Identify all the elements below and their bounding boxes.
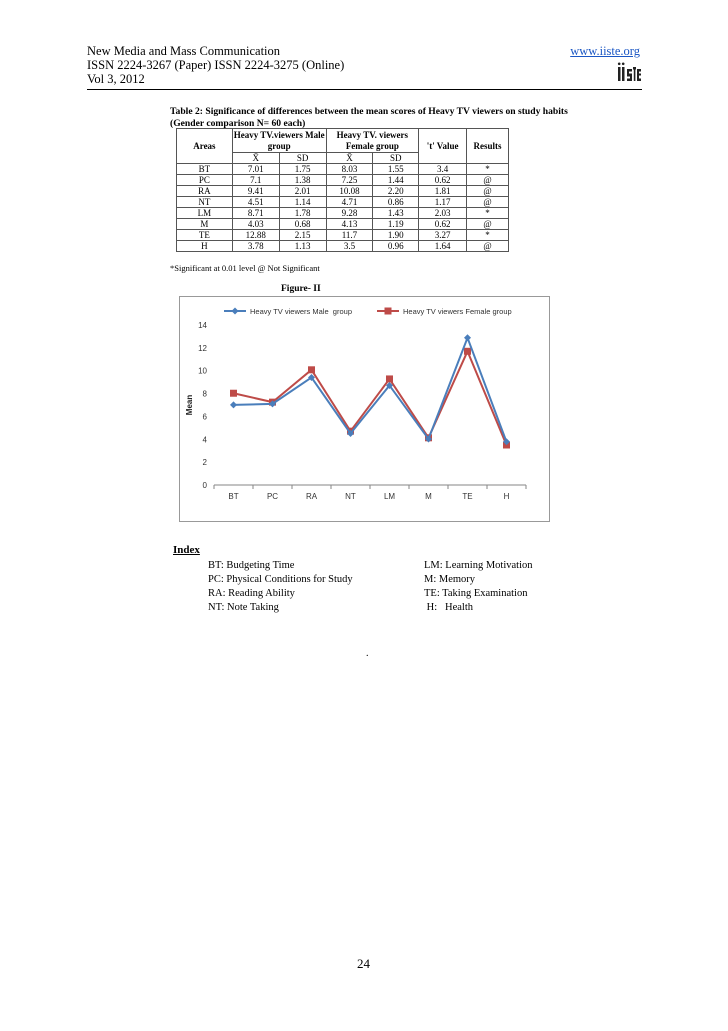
table-cell-f-sd: 1.19: [373, 219, 419, 230]
table-cell-area: H: [177, 241, 233, 252]
table-cell-m-mean: 7.01: [232, 164, 279, 175]
table-cell-f-sd: 1.44: [373, 175, 419, 186]
iiste-logo: [617, 61, 641, 83]
table-cell-f-sd: 0.86: [373, 197, 419, 208]
table-cell-m-mean: 3.78: [232, 241, 279, 252]
table-cell-f-sd: 1.90: [373, 230, 419, 241]
table-cell-res: *: [467, 230, 509, 241]
table-row: [177, 241, 509, 252]
chart-svg: [180, 297, 551, 523]
header-female-sd: SD: [373, 153, 419, 164]
table-cell-res: @: [467, 186, 509, 197]
table-cell-m-sd: 1.13: [279, 241, 326, 252]
table-row: [177, 186, 509, 197]
series-line: [234, 351, 507, 445]
table-cell-area: LM: [177, 208, 233, 219]
journal-url-link[interactable]: www.iiste.org: [570, 44, 640, 58]
x-tick-label: NT: [345, 492, 356, 501]
journal-name: New Media and Mass Communication: [87, 44, 281, 58]
y-tick-label: 0: [202, 481, 207, 490]
page-number: 24: [357, 956, 370, 971]
index-item: NT: Note Taking: [208, 602, 279, 613]
header-male-sd: SD: [279, 153, 326, 164]
table-cell-f-mean: 3.5: [326, 241, 373, 252]
legend-label: Heavy TV viewers Male group: [250, 307, 352, 316]
y-axis-label: Mean: [185, 394, 194, 416]
table-cell-m-sd: 2.15: [279, 230, 326, 241]
header-female-group: Heavy TV. viewers Female group: [326, 129, 419, 153]
x-tick-label: RA: [305, 492, 318, 501]
table-cell-area: RA: [177, 186, 233, 197]
stray-mark: .: [366, 648, 369, 659]
table-row: [177, 219, 509, 230]
table-cell-f-sd: 1.43: [373, 208, 419, 219]
table-cell-area: NT: [177, 197, 233, 208]
table-cell-m-mean: 8.71: [232, 208, 279, 219]
table-cell-t: 1.17: [419, 197, 467, 208]
y-tick-label: 4: [202, 435, 207, 445]
data-point: [386, 375, 393, 382]
table-row: [177, 164, 509, 175]
results-table: [176, 128, 509, 252]
index-item: RA: Reading Ability: [208, 588, 295, 599]
table-cell-t: 1.64: [419, 241, 467, 252]
y-tick-label: 10: [198, 366, 207, 376]
index-item: BT: Budgeting Time: [208, 560, 295, 571]
table-cell-res: *: [467, 164, 509, 175]
header-rule: [87, 89, 642, 90]
table-cell-res: *: [467, 208, 509, 219]
table-cell-f-mean: 9.28: [326, 208, 373, 219]
issn-line: ISSN 2224-3267 (Paper) ISSN 2224-3275 (Online): [87, 58, 345, 72]
table-cell-f-mean: 10.08: [326, 186, 373, 197]
table-row: [177, 197, 509, 208]
x-tick-label: PC: [266, 492, 279, 501]
index-item: H: Health: [424, 602, 473, 613]
y-tick-label: 8: [202, 389, 207, 399]
table-cell-m-sd: 1.14: [279, 197, 326, 208]
index-right-column: [424, 559, 532, 615]
legend-swatch-marker: [385, 308, 392, 315]
table-cell-t: 3.4: [419, 164, 467, 175]
table-cell-m-sd: 1.38: [279, 175, 326, 186]
table-row: [177, 230, 509, 241]
data-point: [464, 348, 471, 355]
table-cell-t: 0.62: [419, 175, 467, 186]
header-t-value: 't' Value: [419, 129, 467, 164]
figure-title: Figure- II: [281, 284, 321, 294]
table-cell-f-mean: 8.03: [326, 164, 373, 175]
table-cell-m-sd: 1.78: [279, 208, 326, 219]
table-cell-m-mean: 4.03: [232, 219, 279, 230]
table-cell-f-mean: 7.25: [326, 175, 373, 186]
table-cell-t: 0.62: [419, 219, 467, 230]
table-cell-t: 1.81: [419, 186, 467, 197]
index-item: TE: Taking Examination: [424, 588, 528, 599]
table-cell-m-mean: 4.51: [232, 197, 279, 208]
data-point: [464, 334, 471, 341]
legend-swatch-marker: [232, 308, 239, 315]
table-cell-res: @: [467, 197, 509, 208]
table-cell-area: PC: [177, 175, 233, 186]
table-cell-f-mean: 4.13: [326, 219, 373, 230]
table-header-row: [177, 129, 509, 153]
table-cell-f-sd: 1.55: [373, 164, 419, 175]
index-item: M: Memory: [424, 574, 476, 585]
y-tick-label: 6: [202, 412, 207, 422]
index-item: LM: Learning Motivation: [424, 560, 533, 571]
header-male-group: Heavy TV.viewers Male group: [233, 129, 325, 151]
index-item: PC: Physical Conditions for Study: [208, 574, 353, 585]
table-row: [177, 175, 509, 186]
table-caption: Table 2: Significance of differences between the mean scores of Heavy TV viewers on study habits (Gender comparison N= 60 each): [170, 106, 568, 129]
table-cell-res: @: [467, 219, 509, 230]
table-cell-m-sd: 0.68: [279, 219, 326, 230]
table-cell-f-mean: 11.7: [326, 230, 373, 241]
y-tick-label: 12: [198, 343, 207, 353]
table-cell-f-mean: 4.71: [326, 197, 373, 208]
legend-label: Heavy TV viewers Female group: [403, 307, 512, 316]
header-areas: Areas: [177, 129, 233, 164]
header-results: Results: [467, 129, 509, 164]
table-cell-area: M: [177, 219, 233, 230]
x-tick-label: LM: [383, 492, 396, 501]
line-chart: [179, 296, 550, 522]
table-body: [177, 164, 509, 252]
index-title: Index: [173, 544, 200, 556]
data-point: [230, 390, 237, 397]
header-male-mean: X̄: [232, 153, 279, 164]
x-tick-label: M: [425, 492, 432, 501]
table-cell-m-sd: 2.01: [279, 186, 326, 197]
table-row: [177, 208, 509, 219]
volume-line: Vol 3, 2012: [87, 72, 145, 86]
table-cell-m-mean: 9.41: [232, 186, 279, 197]
x-tick-label: TE: [462, 492, 473, 501]
table-cell-area: TE: [177, 230, 233, 241]
x-tick-label: H: [503, 492, 510, 501]
table-cell-res: @: [467, 241, 509, 252]
table-cell-res: @: [467, 175, 509, 186]
y-tick-label: 2: [202, 458, 207, 468]
table-cell-m-mean: 12.88: [232, 230, 279, 241]
x-tick-label: BT: [228, 492, 239, 501]
table-footnote: *Significant at 0.01 level @ Not Significant: [170, 263, 320, 273]
table-cell-f-sd: 0.96: [373, 241, 419, 252]
table-cell-t: 2.03: [419, 208, 467, 219]
table-cell-f-sd: 2.20: [373, 186, 419, 197]
index-left-column: [208, 559, 353, 615]
table-cell-area: BT: [177, 164, 233, 175]
running-header: [87, 44, 344, 86]
table-cell-t: 3.27: [419, 230, 467, 241]
y-tick-label: 14: [198, 321, 207, 330]
header-female-mean: X̄: [326, 153, 373, 164]
data-point: [230, 401, 237, 408]
table-cell-m-mean: 7.1: [232, 175, 279, 186]
data-point: [308, 366, 315, 373]
table-cell-m-sd: 1.75: [279, 164, 326, 175]
